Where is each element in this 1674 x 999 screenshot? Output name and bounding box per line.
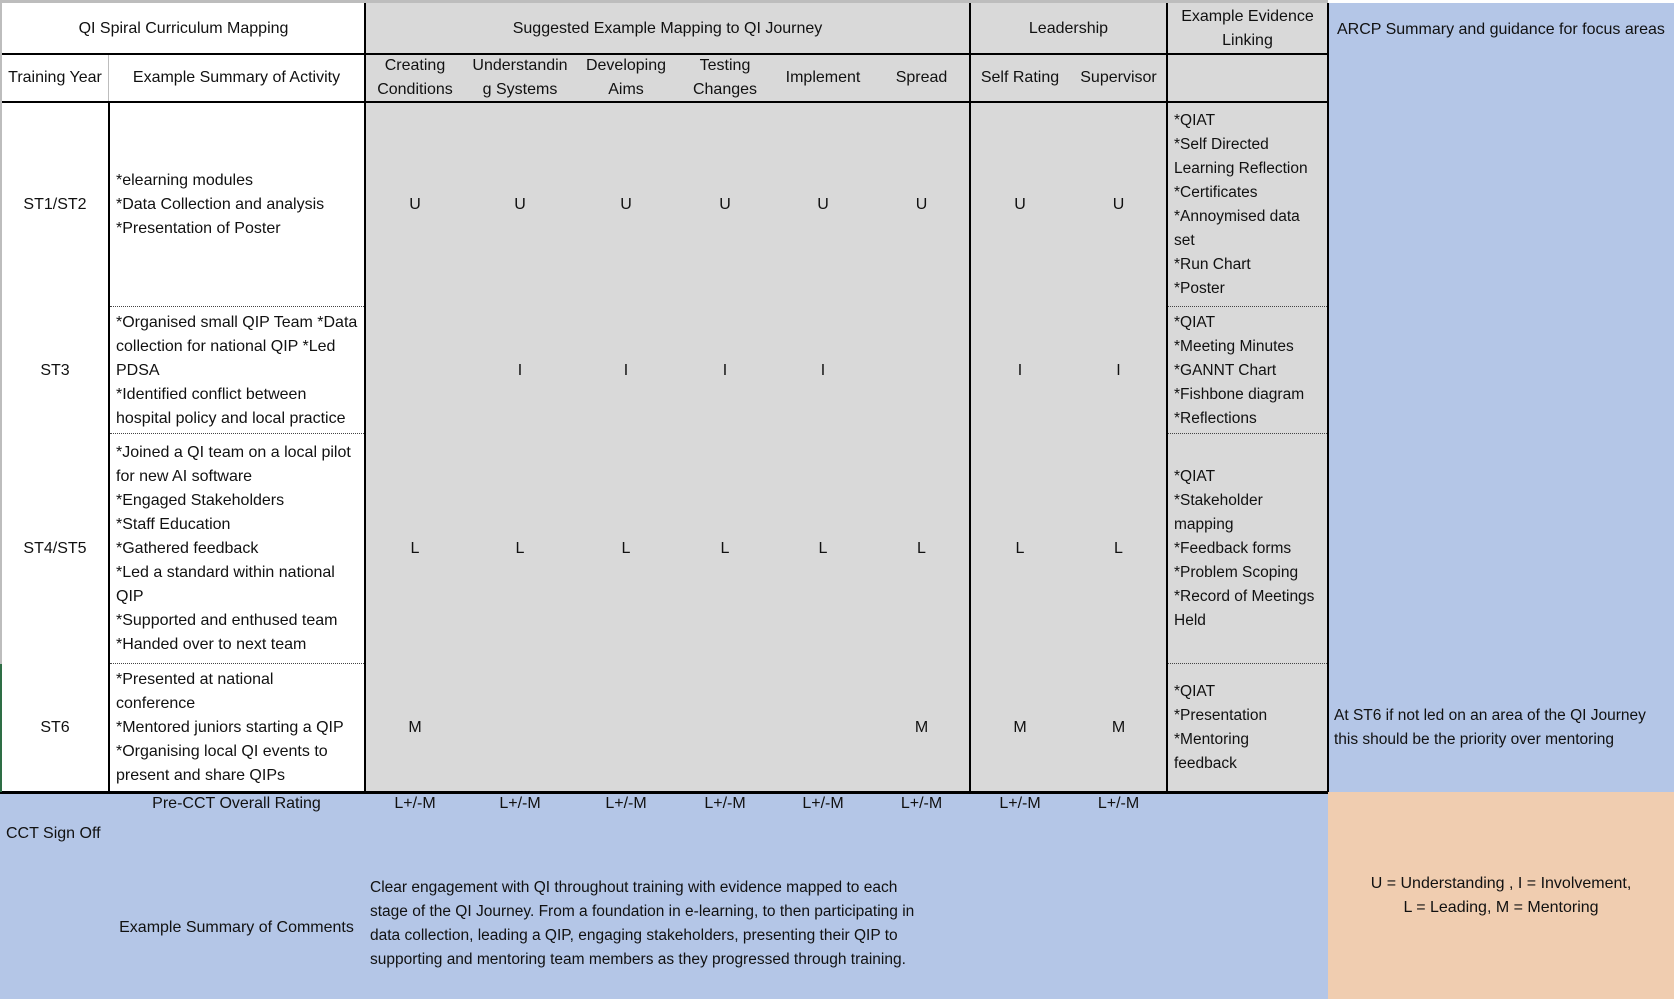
comments-label: Example Summary of Comments [119,919,354,936]
col-evidence-blank [1167,54,1328,102]
year-divider [108,102,110,792]
row-journey-ratings [365,664,970,792]
row-evidence: *QIAT *Presentation *Mentoring feedback [1174,683,1268,772]
leadership-columns [970,54,1167,102]
row-arcp-guidance: At ST6 if not led on an area of the QI Journey this should be the priority over mentoring [1334,707,1646,748]
curriculum-title-text: QI Spiral Curriculum Mapping [78,19,289,37]
header-divider [0,53,1328,55]
supervisor-cell: L [1114,540,1123,557]
rating-cell: U [915,195,928,213]
arcp-title: ARCP Summary and guidance for focus areas [1337,21,1665,38]
rating-cell: I [623,361,629,379]
evidence-title-text: Example Evidence Linking [1181,7,1314,49]
rating-cell: U [719,195,731,213]
row-divider [1168,433,1327,434]
journey-columns [365,54,970,102]
rating-cell: I [820,361,826,379]
table-row-st4-st5 [2,434,1328,664]
row-activity: *Joined a QI team on a local pilot for new AI software *Engaged Stakeholders *Staff Education *Gathered feedback *Led a standard within national QIP *Supported and enthused team *Handed over to next team [116,444,351,653]
col-summary-text: Example Summary of Activity [132,69,341,86]
row-journey-ratings [365,307,970,434]
rating-cell: U [817,195,829,213]
rating-cell: M [914,719,929,736]
self-rating-cell: L [1015,540,1025,557]
overall-rating-cell: L+/-M [802,795,844,812]
evidence-title [1167,3,1328,54]
col-self-rating: Self Rating [980,69,1060,86]
col-developing-aims: Developing Aims [585,57,667,98]
rating-cell: L [917,540,926,557]
rating-cell [677,664,773,792]
supervisor-cell: U [1112,195,1125,213]
row-year: ST3 [40,361,70,379]
col-implement: Implement [785,69,861,86]
row-activity: *Presented at national conference *Mentored juniors starting a QIP *Organising local QI events to present and share QIPs [116,671,344,784]
self-rating-cell: M [1013,719,1027,736]
header-bottom-border [0,101,1328,103]
overall-rating-cell: L+/-M [999,795,1041,812]
col-testing-changes: Testing Changes [692,57,758,98]
table-bottom-border [0,791,1328,794]
left-gridline [0,0,2,664]
summary-divider [364,3,366,792]
journey-divider [969,3,971,792]
table-row-st3 [2,307,1328,434]
col-supervisor: Supervisor [1080,69,1157,86]
journey-title [365,3,970,54]
leadership-title-text: Leadership [1028,19,1109,37]
leadership-title [970,3,1167,54]
overall-rating-cell: L+/-M [704,795,746,812]
row-journey-ratings [365,434,970,664]
table-row-st1-st2 [2,102,1328,307]
rating-cell: L [621,540,631,557]
col-training-year [2,54,108,102]
cct-signoff-label: CCT Sign Off [6,825,101,842]
row-activity: *elearning modules *Data Collection and analysis *Presentation of Poster [116,171,325,237]
rating-cell: I [722,361,728,379]
evidence-divider [1327,3,1329,792]
col-creating-conditions: Creating Conditions [377,57,453,98]
pre-cct-rating-label: Pre-CCT Overall Rating [152,795,321,812]
col-spread: Spread [895,69,948,86]
pre-cct-ratings [365,792,1167,816]
col-understanding-systems: Understandin g Systems [472,57,568,98]
row-year: ST4/ST5 [23,540,87,557]
leadership-divider [1166,3,1168,792]
row-evidence: *QIAT *Meeting Minutes *GANNT Chart *Fishbone diagram *Reflections [1174,313,1305,427]
rating-cell: L [515,540,525,557]
journey-title-text: Suggested Example Mapping to QI Journey [512,19,823,37]
signoff-section [0,792,1328,999]
row-evidence: *QIAT *Self Directed Learning Reflection *Certificates *Annoymised data set *Run Chart *Poster [1174,111,1308,297]
self-rating-cell: I [1017,361,1023,379]
arcp-column [1328,3,1674,792]
rating-cell: U [514,195,526,213]
supervisor-cell: I [1116,361,1121,379]
row-leadership-ratings [970,434,1167,664]
rating-cell: U [409,195,421,213]
rating-cell [465,664,575,792]
row-activity: *Organised small QIP Team *Data collection for national QIP *Led PDSA *Identified conflict between hospital policy and local practice [116,313,358,427]
supervisor-cell: M [1111,719,1126,736]
rating-cell: L [720,540,730,557]
comments-text: Clear engagement with QI throughout training with evidence mapped to each stage of the QI Journey. From a foundation in e-learning, to then participating in data collection, leading a QIP, engaging stakeholders, presenting their QIP to supporting and mentoring team members as they progressed through training. [370,879,915,968]
row-journey-ratings [365,102,970,307]
row-divider [110,663,364,664]
rating-cell: L [818,540,828,557]
row-leadership-ratings [970,102,1167,307]
overall-rating-cell: L+/-M [605,795,647,812]
col-training-year-text: Training Year [8,69,102,86]
overall-rating-cell: L+/-M [394,795,436,812]
row-divider [110,433,364,434]
rating-cell: U [620,195,632,213]
rating-cell [575,664,677,792]
year-header-divider [108,55,109,101]
legend-box [1328,792,1674,999]
col-summary [108,54,365,102]
row-evidence: *QIAT *Stakeholder mapping *Feedback forms *Problem Scoping *Record of Meetings Held [1174,468,1315,629]
row-leadership-ratings [970,307,1167,434]
rating-cell: M [408,719,422,736]
row-divider [1168,663,1327,664]
rating-cell [873,307,970,434]
table-row-st6 [2,664,1646,792]
curriculum-title [2,3,365,54]
rating-cell [365,307,465,434]
overall-rating-cell: L+/-M [1097,795,1140,812]
rating-cell: I [517,361,523,379]
row-divider [110,306,364,307]
row-year: ST6 [40,719,70,736]
row-divider [1168,306,1327,307]
rating-legend: U = Understanding , I = Involvement, L = Leading, M = Mentoring [1370,874,1632,916]
rating-cell [773,664,873,792]
row-leadership-ratings [970,664,1167,792]
row-year: ST1/ST2 [23,195,87,213]
self-rating-cell: U [1014,195,1026,213]
overall-rating-cell: L+/-M [499,795,541,812]
overall-rating-cell: L+/-M [900,795,943,812]
rating-cell: L [410,540,420,557]
selected-row-edge [0,664,2,792]
